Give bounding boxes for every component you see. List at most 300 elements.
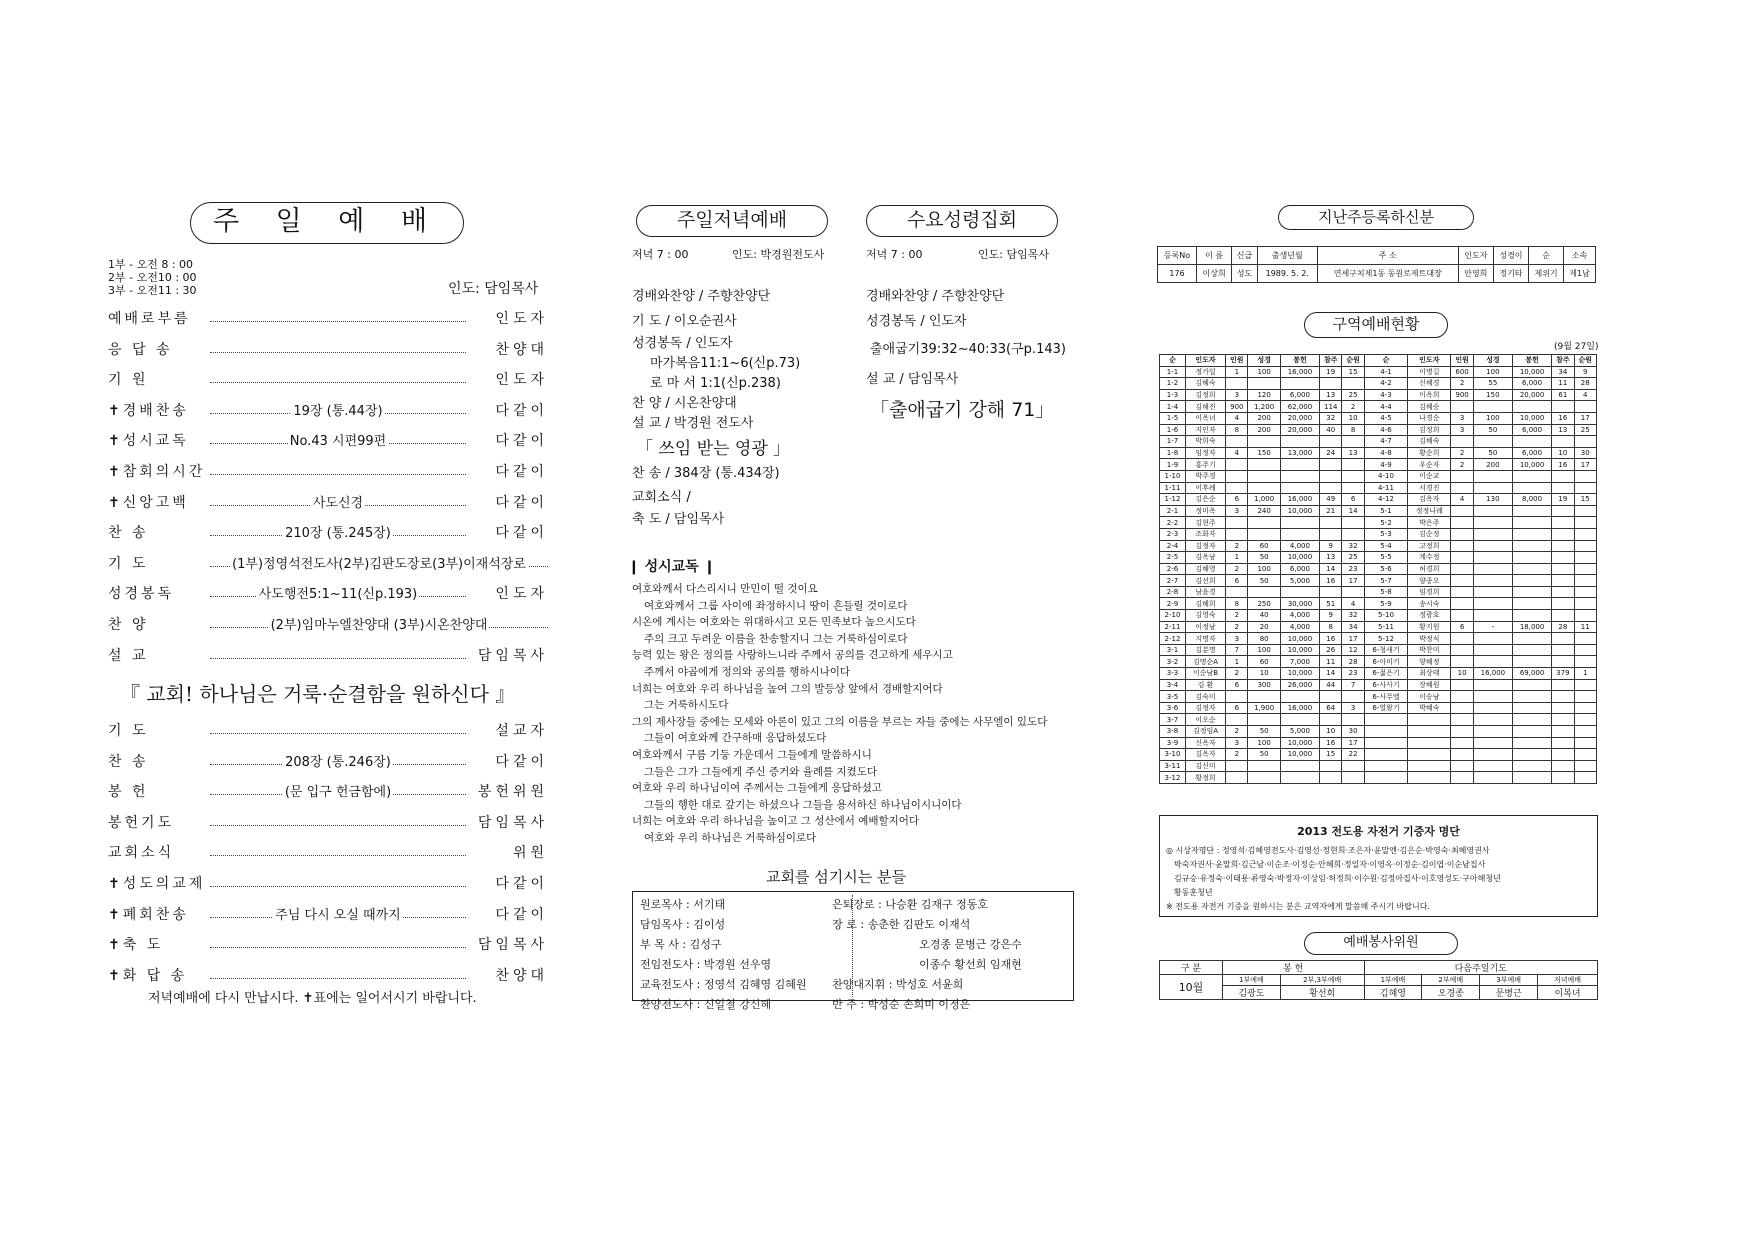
table-cell: 김순정 xyxy=(1408,528,1451,540)
psalm-line: 그들의 행한 대로 갚기는 하셨으나 그들을 용서하신 하나님이시니이다 xyxy=(644,798,962,811)
order-detail xyxy=(210,400,466,419)
table-cell: 2 xyxy=(1451,459,1473,471)
table-cell: 600 xyxy=(1451,366,1473,378)
table-cell: 6-사사기 xyxy=(1364,679,1407,691)
table-cell xyxy=(1226,482,1248,494)
table-cell xyxy=(1364,714,1407,726)
table-cell: 3 xyxy=(1226,389,1248,401)
table-cell: 6,000 xyxy=(1280,389,1319,401)
table-cell: 3 xyxy=(1226,633,1248,645)
table-cell: 1-4 xyxy=(1160,401,1186,413)
order-detail xyxy=(210,492,466,511)
table-cell xyxy=(1552,401,1574,413)
table-cell: 김현주 xyxy=(1185,517,1225,529)
table-cell: 49 xyxy=(1320,494,1342,506)
table-cell: 11 xyxy=(1552,378,1574,390)
table-cell xyxy=(1280,459,1319,471)
sunday-leader: 인도: 담임목사 xyxy=(448,281,539,297)
table-row xyxy=(1160,644,1597,656)
officer-cell: 장 로 : 송춘한 김판도 이재석 xyxy=(832,918,971,931)
svc-sub-2: 2부,3부예배 xyxy=(1280,975,1364,986)
order-who: 다같이 xyxy=(495,876,548,892)
order-who: 인도자 xyxy=(495,311,548,327)
leader-dots xyxy=(210,825,466,826)
table-cell xyxy=(1512,644,1551,656)
table-cell: 2-9 xyxy=(1160,598,1186,610)
table-cell xyxy=(1552,552,1574,564)
table-cell: 제1남 xyxy=(1564,265,1596,283)
table-cell: 4 xyxy=(1451,494,1473,506)
table-cell: 2 xyxy=(1226,621,1248,633)
table-cell xyxy=(1512,470,1551,482)
table-cell: 11 xyxy=(1320,656,1342,668)
evening-line-8: 찬 송 / 384장 (통.434장) xyxy=(632,466,780,481)
table-cell: 6 xyxy=(1226,702,1248,714)
psalm-title: ❙ 성시교독 ❙ xyxy=(628,559,716,575)
table-cell: 3-1 xyxy=(1160,644,1186,656)
table-cell xyxy=(1280,517,1319,529)
table-cell: 참주 xyxy=(1552,355,1574,367)
table-cell: 5-8 xyxy=(1364,586,1407,598)
psalm-line: 주께서 야곱에게 정의와 공의를 행하시나이다 xyxy=(644,666,851,678)
table-cell: 3-8 xyxy=(1160,726,1186,738)
table-cell: 2-5 xyxy=(1160,552,1186,564)
order-label: ✝경배찬송 xyxy=(108,402,189,419)
svc-sub-1: 1부예배 xyxy=(1223,975,1281,986)
table-row xyxy=(1160,726,1597,738)
svc-sub-6: 저녁예배 xyxy=(1538,975,1598,986)
table-cell: 120 xyxy=(1248,389,1280,401)
table-cell: 17 xyxy=(1342,633,1364,645)
table-cell xyxy=(1451,772,1473,784)
table-row xyxy=(1158,265,1596,283)
table-cell: 4 xyxy=(1226,412,1248,424)
table-cell: 100 xyxy=(1248,366,1280,378)
table-cell: 6-젊은기 xyxy=(1364,668,1407,680)
svc-sub-4: 2부예배 xyxy=(1422,975,1480,986)
table-cell: 1-2 xyxy=(1160,378,1186,390)
wednesday-line-3: 출애굽기39:32~40:33(구p.143) xyxy=(870,342,1066,357)
table-cell: 10,000 xyxy=(1280,633,1319,645)
officer-row xyxy=(637,914,1073,934)
table-row xyxy=(1160,552,1597,564)
order-label: 설 교 xyxy=(108,647,149,664)
table-cell: 15 xyxy=(1342,366,1364,378)
table-cell xyxy=(1473,517,1512,529)
table-row xyxy=(1160,679,1597,691)
table-cell: 26,000 xyxy=(1280,679,1319,691)
table-cell: 성도 xyxy=(1232,265,1258,283)
table-cell: 1 xyxy=(1226,552,1248,564)
order-row xyxy=(108,965,548,987)
table-cell: 6 xyxy=(1451,621,1473,633)
table-row xyxy=(1160,714,1597,726)
table-cell xyxy=(1248,760,1280,772)
order-row xyxy=(108,645,548,667)
table-cell: 6 xyxy=(1342,494,1364,506)
wednesday-time: 저녁 7 : 00 xyxy=(866,248,923,261)
table-cell xyxy=(1552,656,1574,668)
table-cell xyxy=(1552,436,1574,448)
donors-line-4: 황동훈청년 xyxy=(1174,888,1213,897)
svc-h-prayer: 다음주일기도 xyxy=(1364,961,1597,975)
table-cell: 30 xyxy=(1342,726,1364,738)
table-cell: 정미옥 xyxy=(1185,505,1225,517)
order-detail-text: 주님 다시 오실 때까지 xyxy=(275,907,401,923)
table-cell xyxy=(1320,482,1342,494)
svc-sub-3: 1부예배 xyxy=(1364,975,1422,986)
psalm-line: 여호와께서 다스리시니 만민이 떨 것이요 xyxy=(632,583,818,595)
table-cell: 50 xyxy=(1248,552,1280,564)
table-cell: 900 xyxy=(1226,401,1248,413)
table-cell: 1 xyxy=(1574,668,1596,680)
table-cell: 4-6 xyxy=(1364,424,1407,436)
table-cell: 이순교 xyxy=(1408,470,1451,482)
evening-sermon: 「 쓰임 받는 영광 」 xyxy=(636,439,791,459)
donors-note: ※ 전도용 자전거 기증을 원하시는 분은 교역자에게 말씀해 주시기 바랍니다. xyxy=(1166,902,1430,911)
table-row xyxy=(1160,691,1597,703)
table-cell: 16,000 xyxy=(1280,366,1319,378)
order-who: 담임목사 xyxy=(477,647,548,664)
order-who: 담임목사 xyxy=(477,814,548,831)
order-label: 봉 헌 xyxy=(108,784,149,801)
table-cell xyxy=(1451,401,1473,413)
table-cell: 4-8 xyxy=(1364,447,1407,459)
table-cell: 4,000 xyxy=(1280,540,1319,552)
table-cell xyxy=(1451,528,1473,540)
evening-title: 주일저녁예배 xyxy=(636,205,828,237)
order-who: 찬양대 xyxy=(495,967,548,984)
psalm-line: 여호와께서 구름 기둥 가운데서 그들에게 말씀하시니 xyxy=(632,749,872,761)
table-cell xyxy=(1552,482,1574,494)
psalm-line: 여호와께서 그룹 사이에 좌정하시니 땅이 흔들릴 것이로다 xyxy=(644,599,908,612)
table-cell xyxy=(1574,470,1596,482)
table-cell: 100 xyxy=(1248,644,1280,656)
psalm-line: 그들은 그가 그들에게 주신 증거와 율례를 지켰도다 xyxy=(644,765,878,778)
table-cell xyxy=(1473,552,1512,564)
table-cell xyxy=(1473,482,1512,494)
table-cell xyxy=(1451,586,1473,598)
table-cell: 4-7 xyxy=(1364,436,1407,448)
table-cell xyxy=(1473,575,1512,587)
order-row xyxy=(108,430,548,452)
table-cell xyxy=(1473,528,1512,540)
table-cell: 23 xyxy=(1342,563,1364,575)
donors-line-3: 김규승·유정숙·이태용·류영숙·박정자·이상임·허정희·이수원·김정아집사·이호영성도·구아해청년 xyxy=(1174,874,1501,883)
table-cell xyxy=(1451,482,1473,494)
table-cell: 9 xyxy=(1320,540,1342,552)
table-cell xyxy=(1552,644,1574,656)
evening-time: 저녁 7 : 00 xyxy=(632,248,689,261)
table-cell: 44 xyxy=(1320,679,1342,691)
table-cell xyxy=(1473,470,1512,482)
table-cell xyxy=(1512,656,1551,668)
order-detail-text: No.43 시편99편 xyxy=(289,434,387,450)
table-cell: 인도자 xyxy=(1458,247,1493,265)
table-cell xyxy=(1552,586,1574,598)
table-cell: 10 xyxy=(1248,668,1280,680)
table-cell xyxy=(1512,633,1551,645)
table-cell: 10,000 xyxy=(1280,552,1319,564)
table-cell xyxy=(1574,505,1596,517)
table-cell xyxy=(1574,540,1596,552)
table-cell: 김정희 xyxy=(1408,424,1451,436)
table-cell: 이옥희 xyxy=(1408,389,1451,401)
time-2: 2부 - 오전10 : 00 xyxy=(108,271,197,284)
svc-sub-5: 3부예배 xyxy=(1480,975,1538,986)
table-cell: 박주경 xyxy=(1185,470,1225,482)
psalm-line: 너희는 여호와 우리 하나님을 높이고 그 성산에서 예배할지어다 xyxy=(632,815,920,828)
svc-name-2: 황선희 xyxy=(1280,986,1364,1000)
donors-box xyxy=(1159,815,1598,917)
table-cell xyxy=(1451,552,1473,564)
table-cell: 5-2 xyxy=(1364,517,1407,529)
order-label: ✝폐회찬송 xyxy=(108,906,189,923)
table-cell xyxy=(1280,482,1319,494)
table-cell: 32 xyxy=(1342,610,1364,622)
table-cell: 2 xyxy=(1226,610,1248,622)
wednesday-line-1: 경배와찬양 / 주향찬양단 xyxy=(866,289,1005,304)
table-row xyxy=(1160,482,1597,494)
table-cell: 이후례 xyxy=(1185,482,1225,494)
table-cell: 28 xyxy=(1552,621,1574,633)
order-row xyxy=(108,369,548,391)
table-cell: 김정희 xyxy=(1185,389,1225,401)
table-cell: 성경 xyxy=(1248,355,1280,367)
table-cell xyxy=(1226,691,1248,703)
order-label: 기 원 xyxy=(108,372,149,389)
table-cell xyxy=(1473,772,1512,784)
leader-dots xyxy=(210,947,466,948)
table-cell: 30,000 xyxy=(1280,598,1319,610)
table-cell: 김혜희 xyxy=(1185,598,1225,610)
table-cell: 6 xyxy=(1226,575,1248,587)
table-cell xyxy=(1574,726,1596,738)
table-cell: 김옥자 xyxy=(1408,494,1451,506)
table-cell xyxy=(1473,749,1512,761)
table-cell: 3-9 xyxy=(1160,737,1186,749)
table-cell: 60 xyxy=(1248,540,1280,552)
table-row xyxy=(1160,737,1597,749)
table-cell: 26 xyxy=(1320,644,1342,656)
table-cell: 250 xyxy=(1248,598,1280,610)
table-cell: 900 xyxy=(1451,389,1473,401)
table-cell: 60 xyxy=(1248,656,1280,668)
table-cell: 50 xyxy=(1248,749,1280,761)
table-cell: 10,000 xyxy=(1512,412,1551,424)
table-cell: 28 xyxy=(1342,656,1364,668)
table-cell: 황정희 xyxy=(1185,772,1225,784)
table-cell xyxy=(1574,482,1596,494)
table-cell: 5,000 xyxy=(1280,575,1319,587)
table-cell: 신혜경 xyxy=(1408,378,1451,390)
svc-name-3: 김혜영 xyxy=(1364,986,1422,1000)
table-cell: 3-11 xyxy=(1160,760,1186,772)
table-cell xyxy=(1574,702,1596,714)
table-cell xyxy=(1342,470,1364,482)
table-cell: 1-6 xyxy=(1160,424,1186,436)
table-cell xyxy=(1280,378,1319,390)
table-cell: 14 xyxy=(1320,563,1342,575)
table-cell: 5-10 xyxy=(1364,610,1407,622)
table-cell xyxy=(1552,737,1574,749)
order-label: 교회소식 xyxy=(108,845,175,862)
table-cell: 16 xyxy=(1320,633,1342,645)
table-cell: 23 xyxy=(1342,668,1364,680)
table-cell xyxy=(1552,702,1574,714)
table-cell: 80 xyxy=(1248,633,1280,645)
leader-dots xyxy=(210,855,466,856)
table-cell: 김정임A xyxy=(1185,726,1225,738)
table-cell xyxy=(1364,737,1407,749)
order-detail xyxy=(210,553,548,572)
table-cell xyxy=(1451,598,1473,610)
table-cell: 성경 xyxy=(1473,355,1512,367)
table-cell: 6 xyxy=(1226,494,1248,506)
table-cell xyxy=(1280,772,1319,784)
table-cell: 이명길 xyxy=(1408,366,1451,378)
table-cell xyxy=(1552,517,1574,529)
table-cell: 순 xyxy=(1529,247,1564,265)
table-cell: 5-6 xyxy=(1364,563,1407,575)
table-cell: 5-3 xyxy=(1364,528,1407,540)
table-cell: 17 xyxy=(1574,412,1596,424)
table-cell xyxy=(1248,482,1280,494)
table-cell: 50 xyxy=(1473,447,1512,459)
table-cell: 순원 xyxy=(1574,355,1596,367)
order-who: 찬양대 xyxy=(495,341,548,358)
table-cell: 25 xyxy=(1574,424,1596,436)
svc-h-gubun: 구 분 xyxy=(1160,961,1223,975)
table-cell: 17 xyxy=(1342,575,1364,587)
table-cell: 서경진 xyxy=(1408,482,1451,494)
table-cell xyxy=(1574,528,1596,540)
table-cell xyxy=(1451,575,1473,587)
table-cell: 10 xyxy=(1320,726,1342,738)
table-row xyxy=(1160,412,1597,424)
table-cell: 10 xyxy=(1451,668,1473,680)
order-row xyxy=(108,904,548,926)
table-cell: 순원 xyxy=(1342,355,1364,367)
table-cell: 3-3 xyxy=(1160,668,1186,680)
table-cell: 정가일 xyxy=(1185,366,1225,378)
officer-cell: 부 목 사 : 김성구 xyxy=(640,938,722,951)
table-cell: 4,000 xyxy=(1280,621,1319,633)
officer-cell: 이종수 황선희 임재현 xyxy=(919,958,1022,971)
table-row xyxy=(1160,668,1597,680)
table-cell: 1-9 xyxy=(1160,459,1186,471)
table-cell: 1-3 xyxy=(1160,389,1186,401)
table-cell xyxy=(1248,436,1280,448)
table-cell: 임정자 xyxy=(1185,447,1225,459)
order-row xyxy=(108,308,548,330)
table-cell xyxy=(1451,436,1473,448)
wednesday-sermon: 「출애굽기 강해 71」 xyxy=(870,399,1055,421)
sunday-title: 주 일 예 배 xyxy=(190,202,464,244)
table-cell xyxy=(1342,436,1364,448)
table-cell: 10,000 xyxy=(1280,749,1319,761)
table-cell xyxy=(1342,528,1364,540)
table-cell: 100 xyxy=(1248,737,1280,749)
table-cell xyxy=(1451,691,1473,703)
table-row xyxy=(1160,760,1597,772)
table-cell: 2 xyxy=(1226,726,1248,738)
time-1: 1부 - 오전 8 : 00 xyxy=(108,258,194,271)
table-cell xyxy=(1342,691,1364,703)
table-cell: 13 xyxy=(1342,447,1364,459)
table-cell xyxy=(1451,749,1473,761)
table-cell: 8,000 xyxy=(1512,494,1551,506)
table-cell xyxy=(1512,772,1551,784)
officer-row xyxy=(637,974,1073,994)
table-cell: 3-4 xyxy=(1160,679,1186,691)
leader-dots xyxy=(210,382,466,383)
order-detail xyxy=(210,522,466,541)
order-who: 다같이 xyxy=(495,753,548,770)
order-detail xyxy=(210,583,466,602)
table-cell: 2-1 xyxy=(1160,505,1186,517)
table-cell xyxy=(1320,378,1342,390)
sunday-sermon-title: 『 교회! 하나님은 거룩·순결함을 원하신다 』 xyxy=(120,682,516,706)
table-cell xyxy=(1574,644,1596,656)
table-cell: 69,000 xyxy=(1512,668,1551,680)
table-cell xyxy=(1512,528,1551,540)
table-cell xyxy=(1451,470,1473,482)
table-cell: 200 xyxy=(1248,424,1280,436)
table-cell: 6-열왕기 xyxy=(1364,702,1407,714)
table-row xyxy=(1160,517,1597,529)
table-cell xyxy=(1248,691,1280,703)
table-cell: 4-5 xyxy=(1364,412,1407,424)
table-cell: 출생년월 xyxy=(1257,247,1317,265)
order-detail-text: (1부)정영석전도사(2부)김판도장로(3부)이재석장로 xyxy=(232,556,526,572)
leader-dots xyxy=(210,474,466,475)
table-row xyxy=(1160,366,1597,378)
table-cell xyxy=(1473,714,1512,726)
table-cell: 1,000 xyxy=(1248,494,1280,506)
order-who: 다같이 xyxy=(495,494,548,511)
order-row xyxy=(108,522,548,544)
table-cell: 김혜승 xyxy=(1408,401,1451,413)
table-cell xyxy=(1473,401,1512,413)
psalm-line: 주의 크고 두려운 이름을 찬송할지니 그는 거룩하심이로다 xyxy=(644,632,908,645)
order-row xyxy=(108,751,548,773)
table-cell: 10,000 xyxy=(1280,505,1319,517)
order-row xyxy=(108,720,548,742)
table-cell: 봉헌 xyxy=(1512,355,1551,367)
table-cell xyxy=(1451,633,1473,645)
table-cell: 참주 xyxy=(1320,355,1342,367)
table-cell xyxy=(1552,749,1574,761)
table-cell: 정기타 xyxy=(1493,265,1528,283)
table-cell: 김 환 xyxy=(1185,679,1225,691)
table-cell xyxy=(1512,691,1551,703)
evening-line-10: 축 도 / 담임목사 xyxy=(632,512,725,527)
psalm-line: 여호와 우리 하나님은 거룩하심이로다 xyxy=(644,832,817,844)
table-cell: 2-7 xyxy=(1160,575,1186,587)
order-label: 찬 송 xyxy=(108,753,149,770)
table-cell xyxy=(1364,749,1407,761)
table-cell xyxy=(1552,772,1574,784)
table-cell xyxy=(1552,691,1574,703)
table-cell xyxy=(1408,749,1451,761)
table-cell xyxy=(1451,656,1473,668)
table-cell xyxy=(1226,470,1248,482)
leader-dots xyxy=(210,658,466,659)
evening-line-5: 로 마 서 1:1(신p.238) xyxy=(650,376,781,391)
table-cell: 박희숙 xyxy=(1185,436,1225,448)
table-cell xyxy=(1552,470,1574,482)
